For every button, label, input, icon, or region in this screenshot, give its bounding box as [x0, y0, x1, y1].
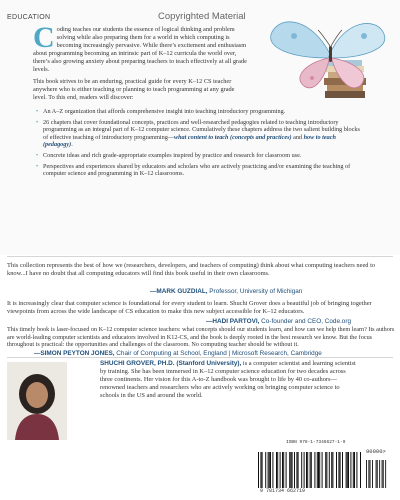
barcode-bar — [379, 460, 380, 488]
drop-cap: C — [33, 21, 55, 54]
barcode-bar — [354, 452, 355, 488]
intro-paragraph-2: This book strives to be an enduring, practical guide for every K–12 CS teacher anywhere who is either teaching or planning to teach programming at any grade level. To this end, readers will discover: — [33, 78, 235, 102]
endorser-name: —HADI PARTOVI, — [206, 318, 260, 325]
author-name: SHUCHI GROVER, PH.D. (Stanford University), — [100, 360, 242, 367]
barcode-bar — [277, 452, 278, 488]
endorser-role: Professor, University of Michigan — [209, 288, 303, 295]
endorser-role: Chair of Computing at School, England | Microsoft Research, Cambridge — [116, 350, 322, 357]
barcode-bar — [319, 452, 320, 488]
barcode-bar — [276, 452, 277, 488]
barcode-bar — [260, 452, 261, 488]
butterfly-illustration — [232, 14, 392, 114]
barcode-bar — [322, 452, 323, 488]
barcode-bar — [301, 452, 302, 488]
barcode-bar — [262, 452, 263, 488]
endorsement-quote-3: This timely book is laser-focused on K–12 computer science teachers: what concepts should our students learn, and how can we help them learn? Its authors are world-leading computer scientists and educators involved in K12-CS, and the book is deeply rooted in the best research we know. But the focus throughout is practical: the opportunities and challenges of the classroom. No computing teacher should be without it. — [7, 326, 395, 349]
category-label: EDUCATION — [7, 14, 51, 21]
barcode-digits: 9 781734 662719 — [260, 488, 306, 494]
list-item: • Concrete ideas and rich grade-appropriate examples inspired by practice and research for classroom use. — [36, 152, 366, 160]
barcode-bar — [286, 452, 287, 488]
isbn-barcode — [254, 440, 392, 496]
list-item: • Perspectives and experiences shared by educators and scholars who are actively practicing and/or examining the teaching of computer science and programming in K–12 classrooms. — [36, 163, 366, 178]
barcode-bar — [268, 452, 269, 488]
barcode-bar — [329, 452, 330, 488]
intro-text — [33, 21, 248, 107]
barcode-bar — [331, 452, 332, 488]
endorsement-attribution-2 — [206, 318, 351, 325]
barcode-bar — [346, 452, 347, 488]
intro-paragraph-1 — [33, 21, 248, 73]
barcode-bar — [270, 452, 271, 488]
barcode-bar — [290, 452, 291, 488]
barcode-bar — [366, 460, 367, 488]
list-item-text: and — [291, 133, 304, 141]
author-bio — [100, 360, 360, 400]
endorser-name: —MARK GUZDIAL, — [150, 288, 208, 295]
barcode-bar — [356, 452, 357, 488]
endorsement-quote-2: It is increasingly clear that computer science is foundational for every student to learn. Shuchi Grover does a beautiful job of bringing together viewpoints from across the wide landscape of CS education to make this new subject accessible for K–12 educators. — [7, 300, 372, 315]
endorser-role: Co-founder and CEO, Code.org — [261, 318, 352, 325]
feature-list — [36, 108, 366, 181]
list-item-text: 26 chapters that cover foundational concepts, practices and well-researched pedagogies related to teaching introductory programming as an integral part of K–12 computer science. Cumulatively these chapters address the two salient building blocks of effective teaching of introductory programming— — [43, 118, 360, 141]
barcode-bar — [353, 452, 354, 488]
barcode-bar — [292, 452, 293, 488]
barcode-bar — [269, 452, 270, 488]
section-divider — [7, 256, 393, 257]
isbn-number: ISBN 978-1-7346627-1-9 — [286, 440, 346, 445]
author-portrait-icon — [7, 362, 67, 440]
barcode-bar — [310, 452, 311, 488]
barcode-bar — [383, 460, 384, 488]
author-bio-text: is a computer scientist and learning scientist by training. She has been immersed in K–12 computer science education for two decades across three continents. Her vision for this A-to-Z handbook was brought to life by 40 co-authors— renowned teachers and researchers who are actively working on bringing computer science to schools in the US and around the world. — [100, 360, 356, 399]
barcode-bar — [280, 452, 281, 488]
barcode-bar — [318, 452, 319, 488]
barcode-bar — [336, 452, 337, 488]
barcode-bar — [377, 460, 378, 488]
barcode-bar — [272, 452, 273, 488]
barcode-bar — [340, 452, 341, 488]
author-photo — [7, 362, 67, 440]
butterfly-icon — [271, 22, 385, 88]
barcode-bar — [317, 452, 318, 488]
barcode-bar — [332, 452, 333, 488]
barcode-bar — [307, 452, 308, 488]
barcode-bar — [347, 452, 348, 488]
barcode-bar — [350, 452, 351, 488]
barcode-bar — [370, 460, 371, 488]
barcode-bar — [304, 452, 305, 488]
barcode-bar — [368, 460, 369, 488]
barcode-bar — [265, 452, 266, 488]
barcode-bar — [283, 452, 284, 488]
endorsement-attribution-3 — [34, 350, 322, 357]
intro-paragraph-1-text: oding teaches our students the essence of logical thinking and problem solving while also preparing them for a world in which computing is becoming increasingly pervasive. While there’s excitement and enthusiasm about programming becoming an intrinsic part of K–12 curricula the world over, there’s also growing anxiety about preparing teachers to teach effectively at all grade levels. — [33, 26, 247, 73]
barcode-bar — [296, 452, 297, 488]
emphasis-pedagogy: how to teach (pedagogy) — [43, 133, 336, 149]
barcode-bar — [326, 452, 327, 488]
barcode-bar — [311, 452, 312, 488]
barcode-bar — [258, 452, 259, 488]
endorser-name: —SIMON PEYTON JONES, — [34, 350, 117, 357]
barcode-bar — [342, 452, 343, 488]
barcode-bar — [298, 452, 299, 488]
price-code: 90000> — [366, 448, 386, 455]
copyright-watermark: Copyrighted Material — [158, 11, 246, 22]
barcode-bar — [306, 452, 307, 488]
barcode-bar — [338, 452, 339, 488]
barcode-bar — [282, 452, 283, 488]
barcode-bar — [348, 452, 349, 488]
barcode-bar — [289, 452, 290, 488]
list-item — [36, 119, 366, 149]
barcode-bar — [376, 460, 377, 488]
barcode-bar — [360, 452, 361, 488]
list-item-text: . — [71, 141, 73, 149]
barcode-bar — [382, 460, 383, 488]
list-item: • An A–Z organization that affords comprehensive insight into teaching introductory programming. — [36, 108, 366, 116]
barcode-bar — [314, 452, 315, 488]
section-divider — [7, 357, 393, 358]
endorsement-attribution-1 — [150, 288, 302, 295]
emphasis-content: what content to teach (concepts and practices) — [173, 133, 292, 141]
barcode-bar — [385, 460, 386, 488]
barcode-bar — [325, 452, 326, 488]
barcode-bar — [294, 452, 295, 488]
endorsement-quote-1: This collection represents the best of how we (researchers, developers, and teachers of computing) think about what computing teachers need to know...I have no doubt that all computing educators will find this book useful in their own classrooms. — [7, 262, 376, 277]
barcode-icon — [254, 446, 392, 494]
barcode-bar — [372, 460, 373, 488]
